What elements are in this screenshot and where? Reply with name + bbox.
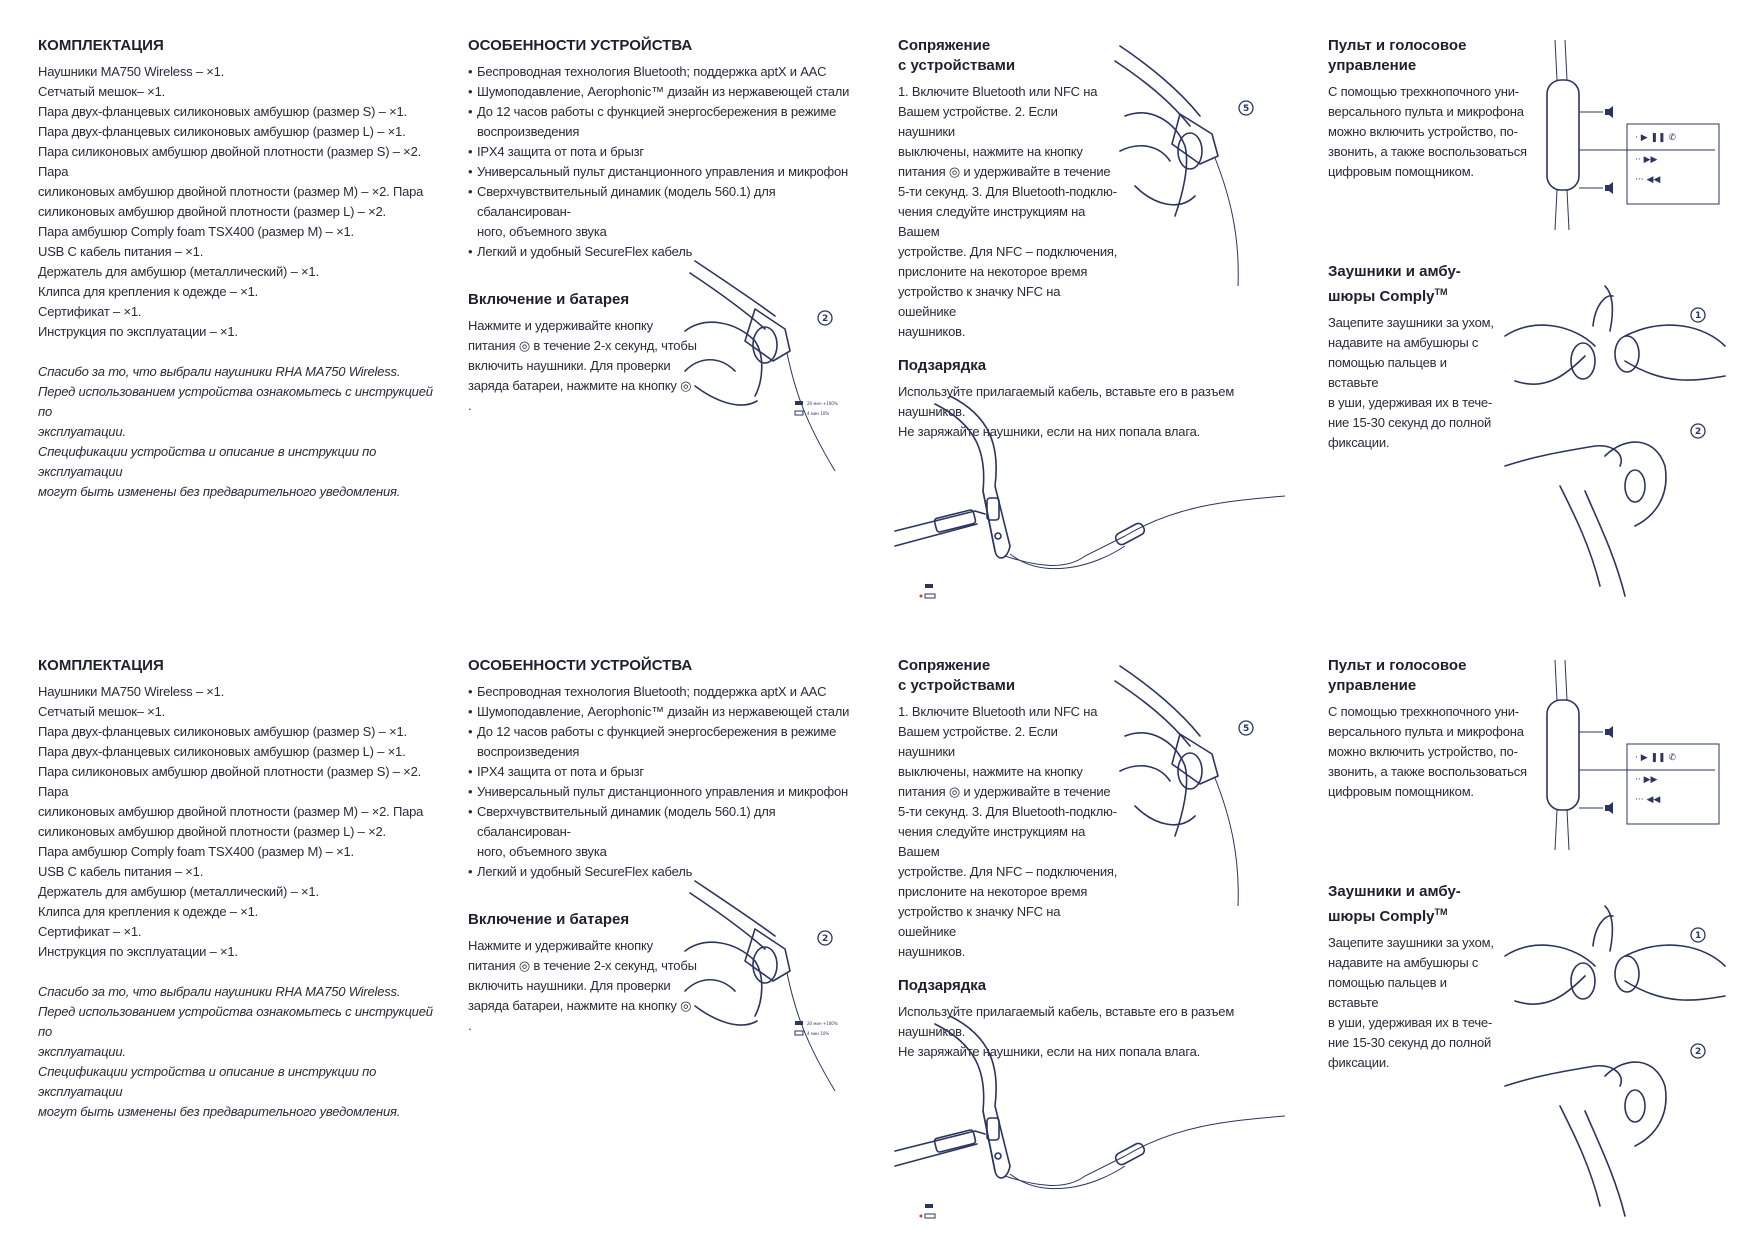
remote-heading: Пульт и голосовое xyxy=(1328,37,1467,54)
package-column xyxy=(38,36,438,502)
list-item: • IPX4 защита от пота и брызг xyxy=(468,762,868,782)
charge-line: Используйте прилагаемый кабель, вставьте его в разъем наушников. xyxy=(898,384,1235,419)
features-list xyxy=(468,682,868,882)
note-line: эксплуатации. xyxy=(38,1044,126,1059)
list-item: USB C кабель питания – ×1. xyxy=(38,864,204,879)
list-item: • Универсальный пульт дистанционного управления и микрофон xyxy=(468,162,868,182)
list-item: • Сверхчувствительный динамик (модель 560.1) для сбалансирован- xyxy=(468,182,868,222)
note-line: могут быть изменены без предварительного уведомления. xyxy=(38,1104,401,1119)
package-heading: КОМПЛЕКТАЦИЯ xyxy=(38,657,164,674)
list-item: Пара амбушюр Comply foam TSX400 (размер M) – ×1. xyxy=(38,224,354,239)
list-item: • Шумоподавление, Aerophonic™ дизайн из нержавеющей стали xyxy=(468,702,868,722)
battery-low-label: 4 мин 10% xyxy=(807,1031,830,1036)
trademark: TM xyxy=(1434,287,1448,297)
power-illustration xyxy=(685,261,865,481)
list-item: Сертификат – ×1. xyxy=(38,304,142,319)
pairing-line: прислоните на некоторое время xyxy=(898,884,1088,899)
pairing-line: Вашем устройстве. 2. Если наушники xyxy=(898,724,1058,759)
page-top xyxy=(0,36,1754,636)
list-item: • Универсальный пульт дистанционного управления и микрофон xyxy=(468,782,868,802)
list-item: Пара двух-фланцевых силиконовых амбушюр (размер L) – ×1. xyxy=(38,124,406,139)
charge-line: Используйте прилагаемый кабель, вставьте его в разъем наушников. xyxy=(898,1004,1235,1039)
ear-line: Зацепите заушники за ухом, xyxy=(1328,315,1494,330)
list-item: силиконовых амбушюр двойной плотности (размер M) – ×2. Пара xyxy=(38,804,424,819)
pairing-line: устройстве. Для NFC – подключения, xyxy=(898,244,1118,259)
battery-high-label: 20 мин +100% xyxy=(807,401,838,406)
list-item: Пара двух-фланцевых силиконовых амбушюр (размер L) – ×1. xyxy=(38,744,406,759)
list-item: Пара силиконовых амбушюр двойной плотности (размер S) – ×2. Пара xyxy=(38,144,422,179)
ear-hook-illustration xyxy=(1505,286,1735,606)
list-item: Держатель для амбушюр (металлический) – ×1. xyxy=(38,884,319,899)
power-line: Нажмите и удерживайте кнопку xyxy=(468,938,653,953)
remote-line: звонить, а также воспользоваться xyxy=(1328,144,1527,159)
power-line: питания ◎ в течение 2-х секунд, чтобы xyxy=(468,338,697,353)
list-item-cont: ного, объемного звука xyxy=(477,844,607,859)
pairing-line: 1. Включите Bluetooth или NFC на xyxy=(898,704,1098,719)
pairing-heading: Сопряжение xyxy=(898,37,991,54)
pairing-line: выключены, нажмите на кнопку xyxy=(898,144,1083,159)
list-item: • Легкий и удобный SecureFlex кабель xyxy=(468,862,868,882)
remote-line: можно включить устройство, по- xyxy=(1328,124,1518,139)
remote-line: можно включить устройство, по- xyxy=(1328,744,1518,759)
package-heading: КОМПЛЕКТАЦИЯ xyxy=(38,37,164,54)
step-badge: 2 xyxy=(822,934,829,944)
list-item: • Сверхчувствительный динамик (модель 560.1) для сбалансирован- xyxy=(468,802,868,842)
ear-line: ние 15-30 секунд до полной xyxy=(1328,1035,1492,1050)
step-badge: 5 xyxy=(1243,104,1250,114)
power-line: заряда батареи, нажмите на кнопку ◎ . xyxy=(468,378,692,413)
list-item: USB C кабель питания – ×1. xyxy=(38,244,204,259)
list-item: • До 12 часов работы с функцией энергосбережения в режиме xyxy=(468,102,868,122)
ear-line: помощью пальцев и вставьте xyxy=(1328,355,1447,390)
list-item: Пара силиконовых амбушюр двойной плотности (размер S) – ×2. Пара xyxy=(38,764,422,799)
power-line: Нажмите и удерживайте кнопку xyxy=(468,318,653,333)
step-badge: 2 xyxy=(1695,1047,1702,1057)
remote-line: звонить, а также воспользоваться xyxy=(1328,764,1527,779)
list-item-cont: воспроизведения xyxy=(477,124,580,139)
pairing-line: устройство к значку NFC на ошейнике xyxy=(898,904,1061,939)
step-badge: 2 xyxy=(1695,427,1702,437)
power-line: включить наушники. Для проверки xyxy=(468,358,671,373)
pairing-line: питания ◎ и удерживайте в течение xyxy=(898,784,1111,799)
svg-text:· ▶ ❚❚ ✆: · ▶ ❚❚ ✆ xyxy=(1635,133,1676,143)
remote-text xyxy=(1328,702,1528,802)
pairing-line: наушников. xyxy=(898,944,966,959)
list-item: Инструкция по эксплуатации – ×1. xyxy=(38,944,238,959)
battery-high-label: 20 мин +100% xyxy=(807,1021,838,1026)
list-item: • IPX4 защита от пота и брызг xyxy=(468,142,868,162)
power-line: включить наушники. Для проверки xyxy=(468,978,671,993)
list-item: • Беспроводная технология Bluetooth; поддержка aptX и AAC xyxy=(468,62,868,82)
ear-line: помощью пальцев и вставьте xyxy=(1328,975,1447,1010)
svg-text:·· ▶▶: ·· ▶▶ xyxy=(1635,155,1658,165)
note-line: Перед использованием устройства ознакомьтесь с инструкцией по xyxy=(38,384,433,419)
pairing-illustration xyxy=(1120,666,1280,906)
ear-line: фиксации. xyxy=(1328,435,1390,450)
list-item: Держатель для амбушюр (металлический) – ×1. xyxy=(38,264,319,279)
step-badge: 1 xyxy=(1695,311,1702,321)
remote-line: С помощью трехкнопочного уни- xyxy=(1328,704,1519,719)
power-line: питания ◎ в течение 2-х секунд, чтобы xyxy=(468,958,697,973)
ear-text xyxy=(1328,933,1498,1073)
list-item: Пара двух-фланцевых силиконовых амбушюр (размер S) – ×1. xyxy=(38,724,407,739)
pairing-text xyxy=(898,82,1118,342)
pairing-heading-2: с устройствами xyxy=(898,677,1016,694)
ear-heading: Заушники и амбу- xyxy=(1328,263,1461,280)
step-badge: 5 xyxy=(1243,724,1250,734)
list-item: Сертификат – ×1. xyxy=(38,924,142,939)
ear-line: в уши, удерживая их в тече- xyxy=(1328,1015,1493,1030)
ear-heading-text: шюры Comply xyxy=(1328,908,1435,925)
pairing-illustration xyxy=(1120,46,1280,286)
pairing-heading: Сопряжение xyxy=(898,657,991,674)
remote-heading: Пульт и голосовое xyxy=(1328,657,1467,674)
ear-text xyxy=(1328,313,1498,453)
remote-heading-2: управление xyxy=(1328,57,1417,74)
svg-text:· ▶ ❚❚ ✆: · ▶ ❚❚ ✆ xyxy=(1635,753,1676,763)
step-badge: 1 xyxy=(1695,931,1702,941)
pairing-line: Вашем устройстве. 2. Если наушники xyxy=(898,104,1058,139)
remote-text xyxy=(1328,82,1528,182)
list-item: Клипса для крепления к одежде – ×1. xyxy=(38,904,259,919)
svg-text:··· ◀◀: ··· ◀◀ xyxy=(1635,795,1661,805)
ear-line: надавите на амбушюры с xyxy=(1328,955,1479,970)
list-item: Пара двух-фланцевых силиконовых амбушюр (размер S) – ×1. xyxy=(38,104,407,119)
note-line: эксплуатации. xyxy=(38,424,126,439)
pairing-line: выключены, нажмите на кнопку xyxy=(898,764,1083,779)
features-heading: ОСОБЕННОСТИ УСТРОЙСТВА xyxy=(468,37,693,54)
list-item: силиконовых амбушюр двойной плотности (размер L) – ×2. xyxy=(38,824,386,839)
trademark: TM xyxy=(1434,907,1448,917)
pairing-line: чения следуйте инструкциям на Вашем xyxy=(898,824,1086,859)
charge-heading: Подзарядка xyxy=(898,357,987,374)
page-bottom xyxy=(0,656,1754,1256)
list-item: Клипса для крепления к одежде – ×1. xyxy=(38,284,259,299)
remote-illustration xyxy=(1535,660,1725,850)
pairing-line: 5-ти секунд. 3. Для Bluetooth-подклю- xyxy=(898,804,1117,819)
list-item: • Легкий и удобный SecureFlex кабель xyxy=(468,242,868,262)
ear-line: фиксации. xyxy=(1328,1055,1390,1070)
ear-heading: Заушники и амбу- xyxy=(1328,883,1461,900)
package-list xyxy=(38,62,438,502)
power-heading: Включение и батарея xyxy=(468,911,630,928)
note-line: Спецификации устройства и описание в инструкции по эксплуатации xyxy=(38,444,377,479)
package-list xyxy=(38,682,438,1122)
ear-line: Зацепите заушники за ухом, xyxy=(1328,935,1494,950)
ear-heading-text: шюры Comply xyxy=(1328,288,1435,305)
pairing-line: наушников. xyxy=(898,324,966,339)
note-line: Перед использованием устройства ознакомьтесь с инструкцией по xyxy=(38,1004,433,1039)
pairing-line: 5-ти секунд. 3. Для Bluetooth-подклю- xyxy=(898,184,1117,199)
power-illustration xyxy=(685,881,865,1101)
remote-illustration xyxy=(1535,40,1725,230)
remote-line: С помощью трехкнопочного уни- xyxy=(1328,84,1519,99)
list-item: Инструкция по эксплуатации – ×1. xyxy=(38,324,238,339)
list-item: силиконовых амбушюр двойной плотности (размер M) – ×2. Пара xyxy=(38,184,424,199)
ear-line: ние 15-30 секунд до полной xyxy=(1328,415,1492,430)
note-line: Спасибо за то, что выбрали наушники RHA MA750 Wireless. xyxy=(38,984,401,999)
list-item: • До 12 часов работы с функцией энергосбережения в режиме xyxy=(468,722,868,742)
list-item: Пара амбушюр Comply foam TSX400 (размер M) – ×1. xyxy=(38,844,354,859)
list-item: • Беспроводная технология Bluetooth; поддержка aptX и AAC xyxy=(468,682,868,702)
remote-line: версального пульта и микрофона xyxy=(1328,104,1524,119)
list-item: силиконовых амбушюр двойной плотности (размер L) – ×2. xyxy=(38,204,386,219)
ear-line: в уши, удерживая их в тече- xyxy=(1328,395,1493,410)
note-line: Спецификации устройства и описание в инструкции по эксплуатации xyxy=(38,1064,377,1099)
power-heading: Включение и батарея xyxy=(468,291,630,308)
power-text xyxy=(468,936,698,1036)
pairing-line: прислоните на некоторое время xyxy=(898,264,1088,279)
list-item: • Шумоподавление, Aerophonic™ дизайн из нержавеющей стали xyxy=(468,82,868,102)
features-list xyxy=(468,62,868,262)
list-item: Наушники MA750 Wireless – ×1. xyxy=(38,64,225,79)
pairing-line: питания ◎ и удерживайте в течение xyxy=(898,164,1111,179)
svg-text:··· ◀◀: ··· ◀◀ xyxy=(1635,175,1661,185)
charge-heading: Подзарядка xyxy=(898,977,987,994)
remote-line: цифровым помощником. xyxy=(1328,784,1474,799)
step-badge: 2 xyxy=(822,314,829,324)
pairing-line: 1. Включите Bluetooth или NFC на xyxy=(898,84,1098,99)
list-item-cont: ного, объемного звука xyxy=(477,224,607,239)
remote-line: цифровым помощником. xyxy=(1328,164,1474,179)
package-column xyxy=(38,656,438,1122)
pairing-heading-2: с устройствами xyxy=(898,57,1016,74)
battery-low-label: 4 мин 10% xyxy=(807,411,830,416)
list-item: Сетчатый мешок– ×1. xyxy=(38,84,166,99)
pairing-line: устройство к значку NFC на ошейнике xyxy=(898,284,1061,319)
pairing-text xyxy=(898,702,1118,962)
power-line: заряда батареи, нажмите на кнопку ◎ . xyxy=(468,998,692,1033)
charging-illustration xyxy=(895,1016,1285,1226)
note-line: могут быть изменены без предварительного уведомления. xyxy=(38,484,401,499)
charge-line: Не заряжайте наушники, если на них попала влага. xyxy=(898,1044,1201,1059)
remote-heading-2: управление xyxy=(1328,677,1417,694)
ear-hook-illustration xyxy=(1505,906,1735,1226)
pairing-line: чения следуйте инструкциям на Вашем xyxy=(898,204,1086,239)
note-line: Спасибо за то, что выбрали наушники RHA MA750 Wireless. xyxy=(38,364,401,379)
list-item-cont: воспроизведения xyxy=(477,744,580,759)
list-item: Сетчатый мешок– ×1. xyxy=(38,704,166,719)
svg-text:·· ▶▶: ·· ▶▶ xyxy=(1635,775,1658,785)
ear-line: надавите на амбушюры с xyxy=(1328,335,1479,350)
list-item: Наушники MA750 Wireless – ×1. xyxy=(38,684,225,699)
charge-line: Не заряжайте наушники, если на них попала влага. xyxy=(898,424,1201,439)
power-text xyxy=(468,316,698,416)
charging-illustration xyxy=(895,396,1285,606)
features-heading: ОСОБЕННОСТИ УСТРОЙСТВА xyxy=(468,657,693,674)
pairing-line: устройстве. Для NFC – подключения, xyxy=(898,864,1118,879)
remote-line: версального пульта и микрофона xyxy=(1328,724,1524,739)
